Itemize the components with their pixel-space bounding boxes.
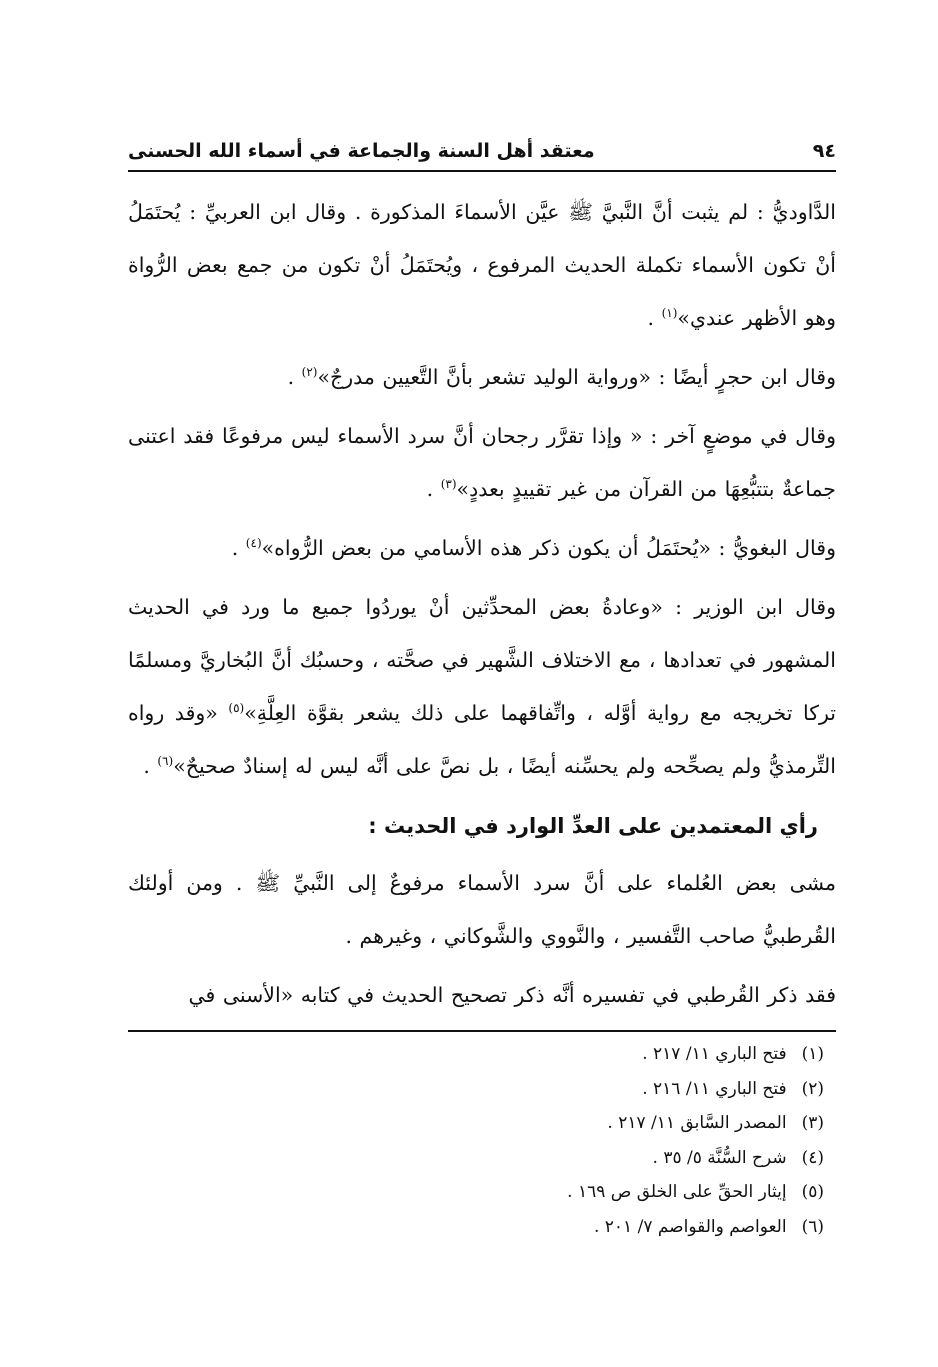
footnote-item: (٤) شرح السُّنَّة ٥/ ٣٥ . [652,1147,824,1168]
paragraph-7: فقد ذكر القُرطبي في تفسيره أنَّه ذكر تصحيح الحديث في كتابه «الأسنى في [188,983,836,1007]
paragraph-3: وقال في موضعٍ آخر : « وإذا تقرَّر رجحان أنَّ سرد الأسماء ليس مرفوعًا فقد اعتنى جماعةٌ بتتبُّعِهَا من القرآن من غير تقييدٍ بعددٍ»$^{(٣)}$ . [128,424,836,501]
paragraph-5: وقال ابن الوزير : «وعادةُ بعض المحدِّثين أنْ يوردُوا جميع ما ورد في الحديث المشهور في تعدادها ، مع الاختلاف الشَّهير في صحَّته ، وحسبُك أنَّ البُخاريَّ ومسلمًا تركا تخريجه مع رواية أوَّله ، واتِّفاقهما على ذلك يشعر بقوَّة العِلَّةِ»$^{(٥)}$ «وقد رواه التِّرمذيُّ ولم يصحِّحه ولم يحسِّنه أيضًا ، بل نصَّ على أنَّه ليس له إسنادٌ صحيحٌ»$^{(٦)}$ . [128,595,836,778]
paragraph-1: الدَّاوديُّ : لم يثبت أنَّ النَّبيَّ ﷺ عيَّن الأسماءَ المذكورة . وقال ابن العربيِّ : يُحتَمَلُ أنْ تكون الأسماء تكملة الحديث المرفوع ، ويُحتَمَلُ أنْ تكون من جمع بعض الرُّواة وهو الأظهر عندي»$^{(١)}$ . [128,200,836,330]
footnote-ref-6: (٦) [157,754,174,769]
section-heading: رأي المعتمدين على العدِّ الوارد في الحديث : [368,814,818,838]
footnote-ref-5: (٥) [228,701,245,716]
footnote-ref-4: (٤) [245,536,262,551]
footnote-divider [128,1030,836,1032]
footnote-item: (٦) العواصم والقواصم ٧/ ٢٠١ . [593,1216,824,1237]
main-text [128,186,836,1028]
footnote-ref-3: (٣) [440,477,457,492]
running-header [128,128,836,162]
footnotes [128,1037,836,1244]
footnote-item: (٥) إيثار الحقِّ على الخلق ص ١٦٩ . [567,1182,824,1202]
footnote-ref-1: (١) [661,306,678,321]
header-divider [128,170,836,172]
footnote-ref-2: (٢) [301,365,318,380]
footnote-item: (١) فتح الباري ١١/ ٢١٧ . [642,1044,824,1064]
footnote-item: (٣) المصدر السَّابق ١١/ ٢١٧ . [607,1113,824,1133]
paragraph-4: وقال البغويُّ : «يُحتَمَلُ أن يكون ذكر هذه الأسامي من بعض الرُّواه»$^{(٤)}$ . [231,536,836,560]
footnote-item: (٢) فتح الباري ١١/ ٢١٦ . [642,1078,824,1099]
running-title: معتقد أهل السنة والجماعة في أسماء الله الحسنى [128,140,595,162]
paragraph-6: مشى بعض العُلماء على أنَّ سرد الأسماء مرفوعٌ إلى النَّبيِّ ﷺ . ومن أولئك القُرطبيُّ صاحب التَّفسير ، والنَّووي والشَّوكاني ، وغيرهم . [128,871,836,948]
paragraph-2: وقال ابن حجرٍ أيضًا : «ورواية الوليد تشعر بأنَّ التَّعيين مدرجٌ»$^{(٢)}$ . [287,365,836,389]
page-number: ٩٤ [812,140,836,162]
